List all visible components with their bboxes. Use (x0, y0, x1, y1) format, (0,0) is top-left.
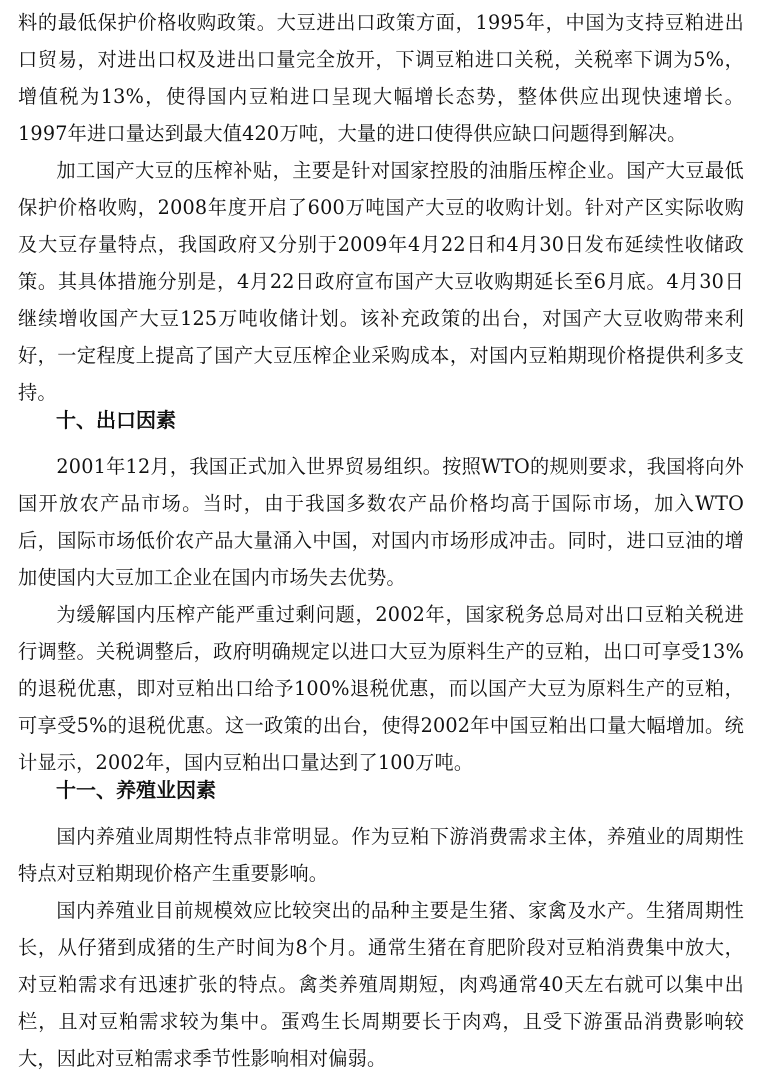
paragraph-export-tax-rebate: 为缓解国内压榨产能严重过剩问题，2002年，国家税务总局对出口豆粕关税进行调整。关税调整后，政府明确规定以进口大豆为原料生产的豆粕，出口可享受13%的退税优惠，即对豆粕出口给予100%退税优惠，而以国产大豆为原料生产的豆粕，可享受5%的退税优惠。这一政策的出台，使得2002年中国豆粕出口量大幅增加。统计显示，2002年，国内豆粕出口量达到了100万吨。 (18, 603, 744, 774)
heading-livestock-factors: 十一、养殖业因素 (56, 778, 216, 802)
heading-export-factors: 十、出口因素 (56, 408, 176, 432)
paragraph-crushing-subsidy: 加工国产大豆的压榨补贴，主要是针对国家控股的油脂压榨企业。国产大豆最低保护价格收购，2008年度开启了600万吨国产大豆的收购计划。针对产区实际收购及大豆存量特点，我国政府又分别于2009年4月22日和4月30日发布延续性收储政策。其具体措施分别是，4月22日政府宣布国产大豆收购期延长至6月底。4月30日继续增收国产大豆125万吨收储计划。该补充政策的出台，对国产大豆收购带来利好，一定程度上提高了国产大豆压榨企业采购成本，对国内豆粕期现价格提供利多支持。 (18, 159, 744, 404)
paragraph-livestock-species: 国内养殖业目前规模效应比较突出的品种主要是生猪、家禽及水产。生猪周期性长，从仔猪到成猪的生产时间为8个月。通常生猪在育肥阶段对豆粕消费集中放大，对豆粕需求有迅速扩张的特点。禽类养殖周期短，肉鸡通常40天左右就可以集中出栏，且对豆粕需求较为集中。蛋鸡生长周期要长于肉鸡，且受下游蛋品消费影响较大，因此对豆粕需求季节性影响相对偏弱。 (18, 899, 744, 1070)
paragraph-soy-import-policy: 料的最低保护价格收购政策。大豆进出口政策方面，1995年，中国为支持豆粕进出口贸易，对进出口权及进出口量完全放开，下调豆粕进口关税，关税率下调为5%，增值税为13%，使得国内豆粕进口呈现大幅增长态势，整体供应出现快速增长。1997年进口量达到最大值420万吨，大量的进口使得供应缺口问题得到解决。 (18, 11, 744, 145)
paragraph-wto-accession: 2001年12月，我国正式加入世界贸易组织。按照WTO的规则要求，我国将向外国开放农产品市场。当时，由于我国多数农产品价格均高于国际市场，加入WTO后，国际市场低价农产品大量涌入中国，对国内市场形成冲击。同时，进口豆油的增加使国内大豆加工企业在国内市场失去优势。 (18, 455, 744, 589)
paragraph-livestock-cycle: 国内养殖业周期性特点非常明显。作为豆粕下游消费需求主体，养殖业的周期性特点对豆粕期现价格产生重要影响。 (18, 825, 744, 885)
